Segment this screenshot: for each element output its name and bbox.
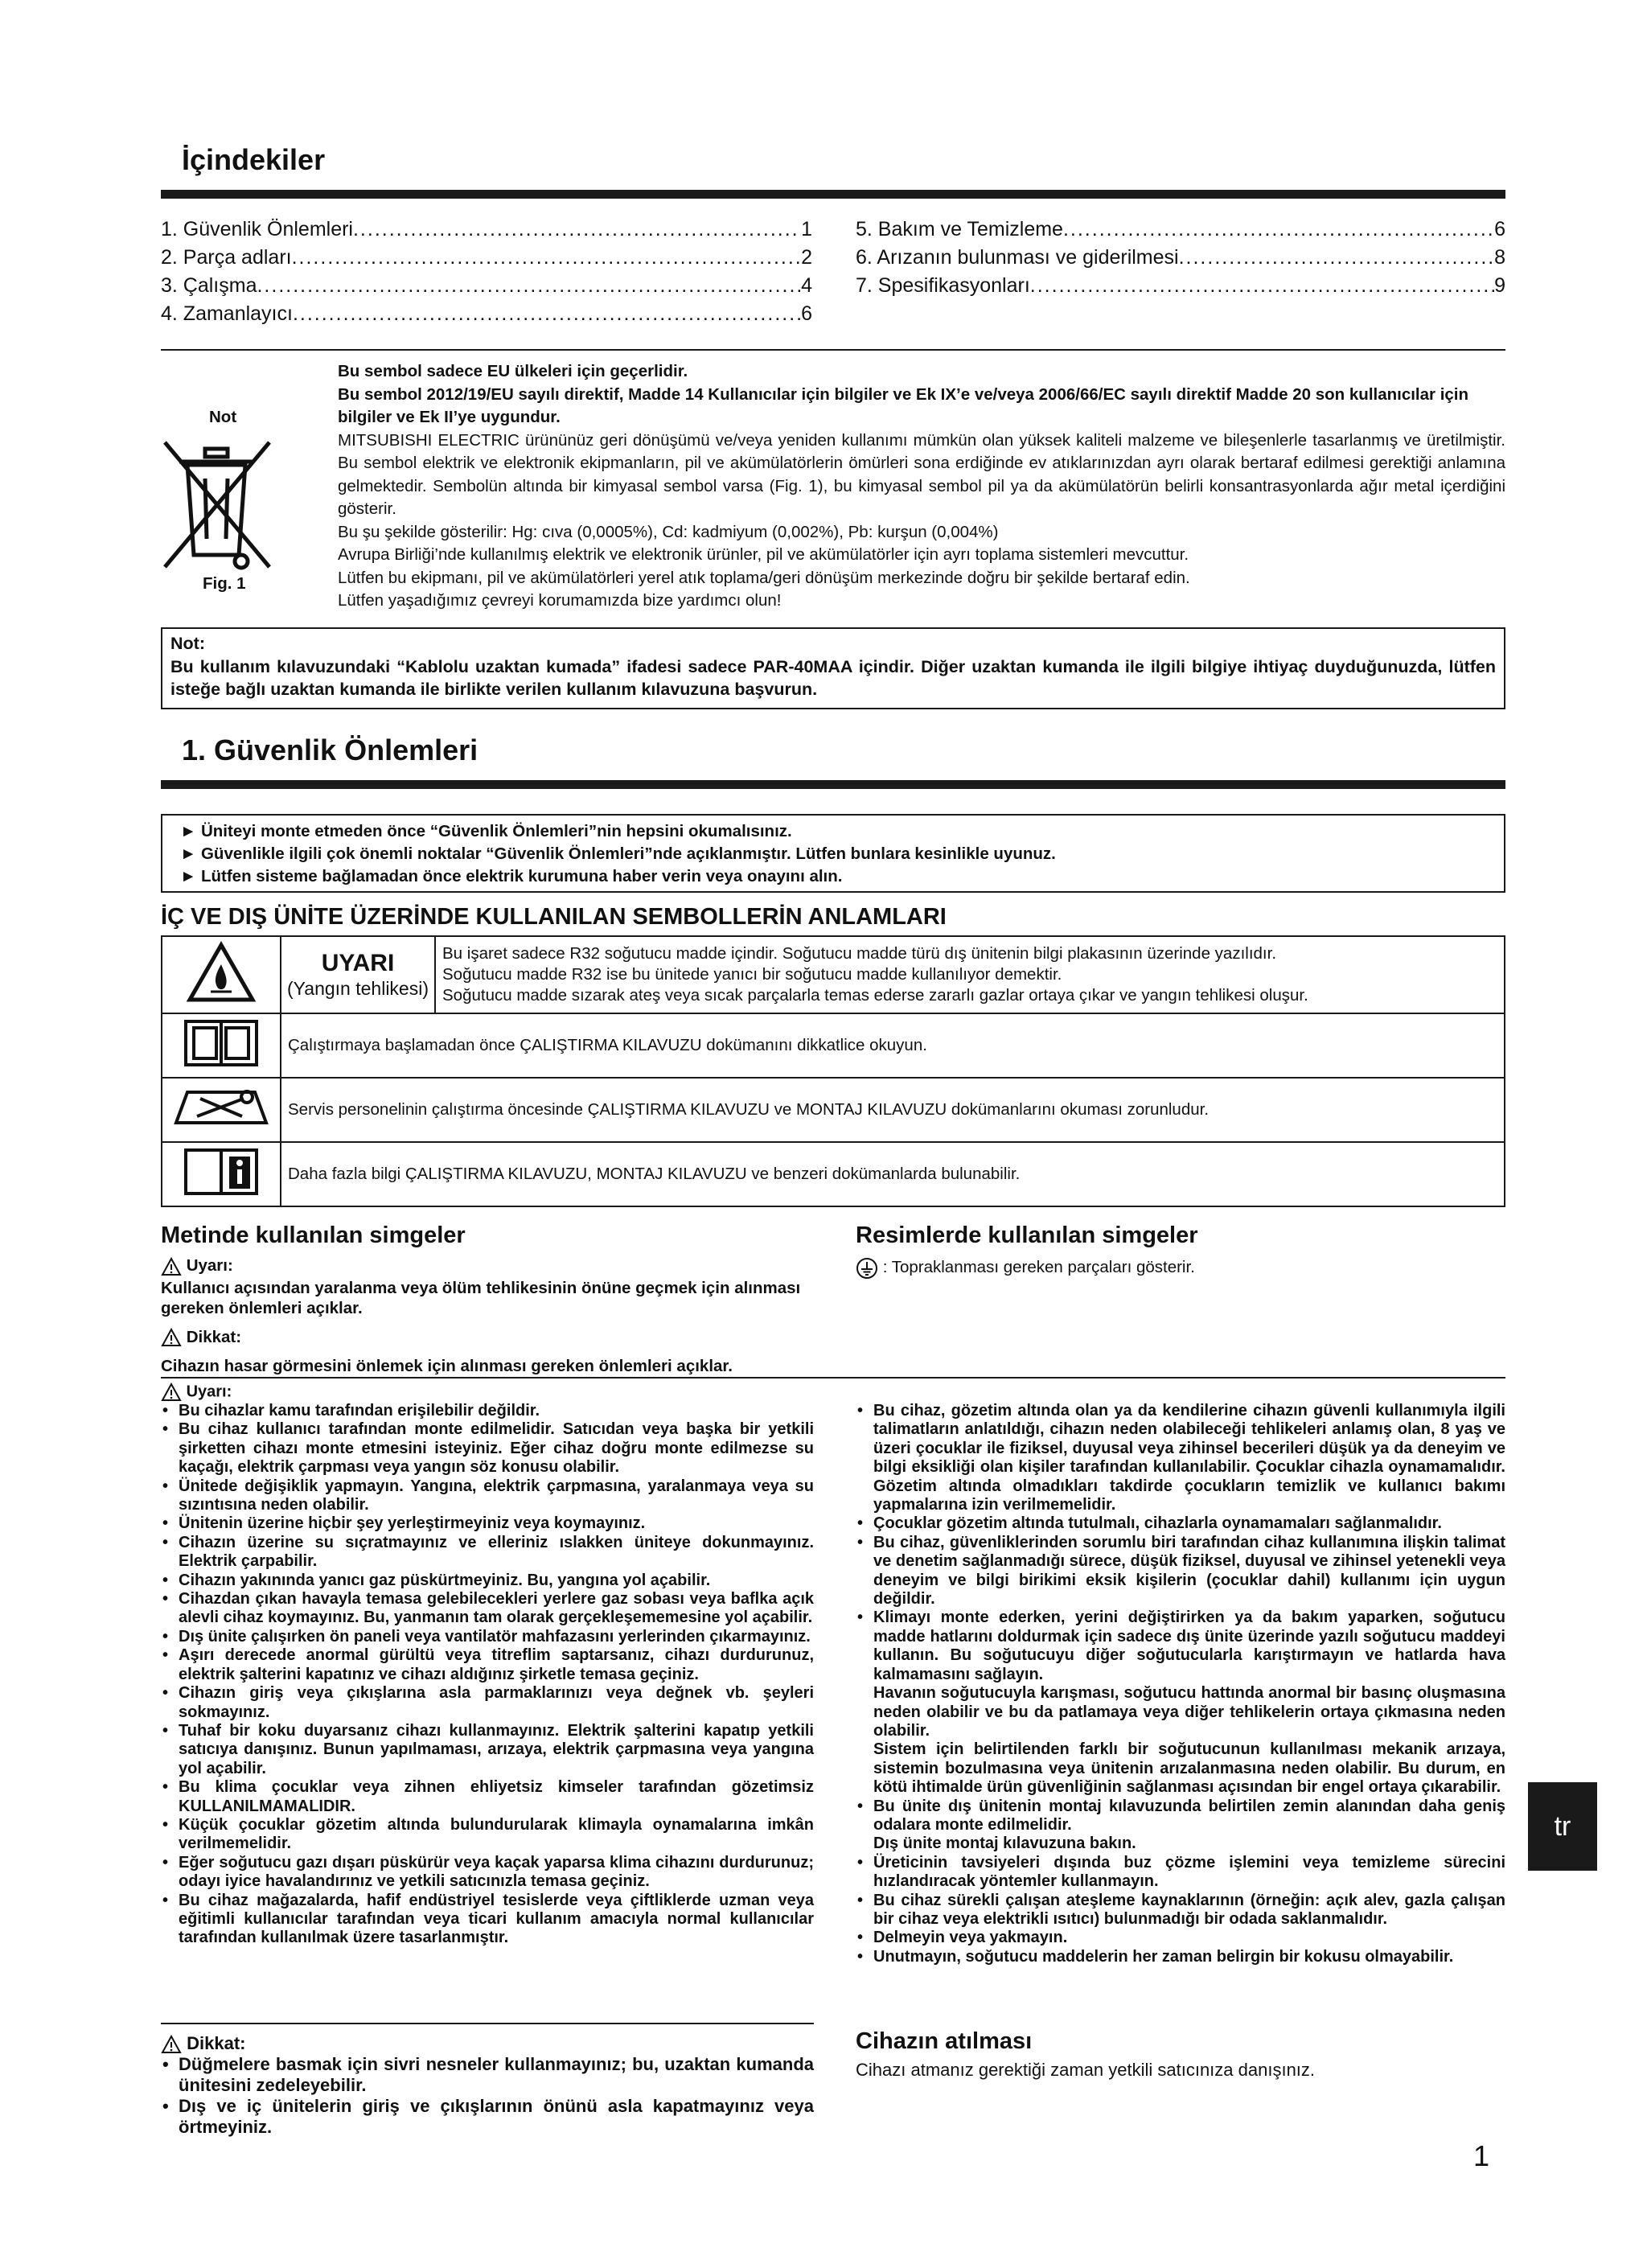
list-item: • Klimayı monte ederken, yerini değiştirirken ya da bakım yaparken, soğutucu madde hatlarını doldurmak için sadece dış ünite üzerinde yazılı soğutucu maddeyi kullanın. Bu soğutucuyu diğer soğutucularla karıştırmayın ve hatlarda hava kalmamasını sağlayın. Havanın soğutucuyla karışması, soğutucu hattında anormal bir basınç oluşmasına neden olabilir ve bu da patlamaya veya diğer tehlikelerin ortaya çıkmasına neden olabilir. Sistem için belirtilenden farklı bir soğutucunun kullanılması mekanik arızaya, sistemin bozulmasına veya ünitenin arızalanmasına neden olabilir. Bu durum, en kötü ihtimalde ürün güvenliğinin sağlanması açısından bir engel ortaya çıkarabilir. <box>856 1609 1505 1797</box>
warning-icon <box>161 1257 182 1276</box>
toc-entry[interactable]: 5. Bakım ve Temizleme ..... 6 <box>856 216 1505 244</box>
toc-entry[interactable]: 2. Parça adları ..... 2 <box>161 244 812 272</box>
toc-entry[interactable]: 1. Güvenlik Önlemleri ..... 1 <box>161 216 812 244</box>
list-item: • Ünitede değişiklik yapmayın. Yangına, elektrik çarpmasına, yaralanmaya veya su sızıntısına neden olabilir. <box>161 1477 814 1515</box>
cautions-label: Dikkat: <box>187 2033 246 2053</box>
list-item: • Cihazın yakınında yanıcı gaz püskürtmeyiniz. Bu, yangına yol açabilir. <box>161 1572 814 1590</box>
page-number: 1 <box>1473 2139 1490 2172</box>
figure-symbols-heading: Resimlerde kullanılan simgeler <box>856 1222 1198 1248</box>
warning-title: UYARI <box>321 950 395 976</box>
warnings-right <box>856 1402 1505 1966</box>
divider <box>161 1377 1505 1378</box>
eu-note-line: Lütfen bu ekipmanı, pil ve akümülatörleri yerel atık toplama/geri dönüşüm merkezinde doğru bir şekilde bertaraf edin. <box>338 568 1190 587</box>
eu-note-line: Bu sembol 2012/19/EU sayılı direktif, Madde 14 Kullanıcılar için bilgiler ve Ek IX’e ve/veya 2006/66/EC sayılı direktif Madde 20 son kullanıcılar için bilgiler ve Ek II’ye uygundur. <box>338 384 1469 426</box>
warning-line: Soğutucu madde sızarak ateş veya sıcak parçalarla temas ederse zararlı gazlar ortaya çıkar ve yangın tehlikesi oluşur. <box>442 986 1308 1005</box>
symbols-row-warning <box>162 936 1505 1013</box>
precaution-item: ► Üniteyi monte etmeden önce “Güvenlik Önlemleri”nin hepsini okumalısınız. <box>180 822 792 840</box>
warnings-left <box>161 1383 814 1948</box>
list-item: • Dış ve iç ünitelerin giriş ve çıkışlarının önünü asla kapatmayınız veya örtmeyiniz. <box>161 2096 814 2138</box>
list-item: • Dış ünite çalışırken ön paneli veya vantilatör mahfazasını yerlerinden çıkarmayınız. <box>161 1628 814 1646</box>
list-item: • Delmeyin veya yakmayın. <box>856 1929 1505 1947</box>
language-tab[interactable]: tr <box>1528 1782 1597 1871</box>
page-title: İçindekiler <box>182 143 326 176</box>
divider <box>161 2023 814 2024</box>
dikkat-label: Dikkat: <box>186 1327 242 1346</box>
list-item: • Ünitenin üzerine hiçbir şey yerleştirmeyiniz veya koymayınız. <box>161 1514 814 1533</box>
section-title: 1. Güvenlik Önlemleri <box>182 733 478 766</box>
precaution-item: ► Lütfen sisteme bağlamadan önce elektrik kurumuna haber verin veya onayını alın. <box>180 867 843 885</box>
text-symbols-heading: Metinde kullanılan simgeler <box>161 1222 466 1248</box>
list-item: • Bu cihaz, güvenliklerinden sorumlu biri tarafından cihaz kullanımına ilişkin talimat ve denetim sağlanmadığı sürece, düşük fiziksel, duyusal ve zihinsel yetenekli veya deneyim ve bilgi birikimi eksik kişilerin (çocuklar dahil) kullanımı için uygun değildir. <box>856 1534 1505 1609</box>
toc-right <box>856 216 1505 300</box>
info-manual-icon <box>181 1145 261 1198</box>
eu-note-line: Bu şu şekilde gösterilir: Hg: cıva (0,0005%), Cd: kadmiyum (0,002%), Pb: kurşun (0,004%) <box>338 522 999 541</box>
list-item: • Bu ünite dış ünitenin montaj kılavuzunda belirtilen zemin alanından daha geniş odalara monte edilmelidir. Dış ünite montaj kılavuzuna bakın. <box>856 1798 1505 1854</box>
symbol-cell <box>162 1013 281 1078</box>
list-item: • Üreticinin tavsiyeleri dışında buz çözme işlemini veya temizleme sürecini hızlandıracak yöntemler kullanmayın. <box>856 1854 1505 1892</box>
eu-note-line: Bu sembol sadece EU ülkeleri için geçerlidir. <box>338 362 688 380</box>
uyari-label: Uyarı: <box>186 1256 233 1275</box>
disposal-heading: Cihazın atılması <box>856 2028 1033 2054</box>
list-item: • Tuhaf bir koku duyarsanız cihazı kullanmayınız. Elektrik şalterini kapatıp yetkili satıcıya danışınız. Bunun yapılmaması, arızaya, elektrik çarpmasına veya yangına yol açabilir. <box>161 1722 814 1778</box>
cautions-block <box>161 2033 814 2138</box>
fig-label: Fig. 1 <box>203 574 246 593</box>
ground-description: : Topraklanması gereken parçaları gösterir. <box>882 1258 1195 1276</box>
list-item: • Aşırı derecede anormal gürültü veya titreflim saptarsanız, cihazı durdurunuz, elektrik şalterini kapatınız ve cihazı aldığınız şirketle temasa geçiniz. <box>161 1646 814 1684</box>
list-item: • Bu klima çocuklar veya zihnen ehliyetsiz kimseler tarafından gözetimsiz KULLANILMAMALIDIR. <box>161 1778 814 1816</box>
list-item: • Cihazın giriş veya çıkışlarına asla parmaklarınızı veya değnek vb. şeyleri sokmayınız. <box>161 1684 814 1722</box>
dikkat-description: Cihazın hasar görmesini önlemek için alınması gereken önlemleri açıklar. <box>161 1357 733 1375</box>
symbols-row-info <box>162 1142 1505 1206</box>
list-item: • Bu cihazlar kamu tarafından erişilebilir değildir. <box>161 1402 814 1420</box>
caution-icon <box>161 2035 182 2054</box>
not-label: Not <box>209 408 237 426</box>
symbol-cell <box>162 1078 281 1142</box>
toc-entry[interactable]: 3. Çalışma ..... 4 <box>161 272 812 300</box>
caution-icon <box>161 1328 182 1347</box>
note-box <box>161 627 1505 709</box>
uyari-description: Kullanıcı açısından yaralanma veya ölüm tehlikesinin önüne geçmek için alınması gereken önlemleri açıklar. <box>161 1278 801 1317</box>
warning-text-cell <box>435 936 1505 1013</box>
list-item: • Unutmayın, soğutucu maddelerin her zaman belirgin bir kokusu olmayabilir. <box>856 1948 1505 1966</box>
list-item: • Cihazın üzerine su sıçratmayınız ve elleriniz ıslakken üniteye dokunmayınız. Elektrik çarpabilir. <box>161 1534 814 1572</box>
eu-note-line: Lütfen yaşadığımız çevreyi korumamızda bize yardımcı olun! <box>338 591 782 610</box>
eu-note-line: Avrupa Birliği’nde kullanılmış elektrik ve elektronik ürünler, pil ve akümülatörler için ayrı toplama sistemleri mevcuttur. <box>338 545 1189 564</box>
warning-line: Soğutucu madde R32 ise bu ünitede yanıcı bir soğutucu madde kullanılıyor demektir. <box>442 965 1062 984</box>
service-manual-icon <box>173 1081 269 1134</box>
warning-icon <box>161 1383 182 1402</box>
list-item: • Bu cihaz, gözetim altında olan ya da kendilerine cihazın güvenli kullanımıyla ilgili talimatların anlatıldığı, cihazın neden olabileceği tehlikeleri anlamış olan, 8 yaş ve üzeri çocuklar ile fiziksel, duyusal veya zihinsel becerileri düşük ya da deneyim ve bilgi eksikliği olan kişiler tarafından kullanılabilir. Çocuklar cihazla oynamamalıdır. Gözetim altında olmadıkları takdirde çocukların temizlik ve kullanıcı bakımı yapmalarına izin verilmemelidir. <box>856 1402 1505 1514</box>
warning-label-cell <box>281 936 435 1013</box>
toc-entry[interactable]: 7. Spesifikasyonları ..... 9 <box>856 272 1505 300</box>
symbols-row-read-manual <box>162 1013 1505 1078</box>
symbols-row-service <box>162 1078 1505 1142</box>
note-box-title: Not: <box>170 634 205 653</box>
list-item: • Bu cihaz mağazalarda, hafif endüstriyel tesislerde veya çiftliklerde uzman veya eğitimli kullanıcılar tarafından veya ticari kullanım amacıyla normal kullanıcılar tarafından kullanılmak üzere tasarlanmıştır. <box>161 1892 814 1948</box>
list-item: • Eğer soğutucu gazı dışarı püskürür veya kaçak yaparsa klima cihazını durdurunuz; odayı iyice havalandırınız ve yetkili satıcınızla temasa geçiniz. <box>161 1854 814 1892</box>
list-item: • Çocuklar gözetim altında tutulmalı, cihazlarla oynamamaları sağlanmalıdır. <box>856 1514 1505 1533</box>
warnings-list-left <box>161 1402 814 1948</box>
precaution-item: ► Güvenlikle ilgili çok önemli noktalar “Güvenlik Önlemleri”nde açıklanmıştır. Lütfen bunlara kesinlikle uyunuz. <box>180 844 1056 863</box>
warnings-label: Uyarı: <box>186 1383 232 1401</box>
symbol-cell <box>162 1142 281 1206</box>
service-manual-text: Servis personelinin çalıştırma öncesinde ÇALIŞTIRMA KILAVUZU ve MONTAJ KILAVUZU dokümanlarını okuması zorunludur. <box>281 1078 1505 1142</box>
disposal-text: Cihazı atmanız gerektiği zaman yetkili satıcınıza danışınız. <box>856 2060 1316 2080</box>
note-box-text: Bu kullanım kılavuzundaki “Kablolu uzaktan kumada” ifadesi sadece PAR-40MAA içindir. Diğer uzaktan kumanda ile ilgili bilgiye ihtiyaç duyduğunuzda, lütfen isteğe bağlı uzaktan kumanda ile birlikte verilen kullanım kılavuzuna başvurun. <box>170 656 1496 699</box>
toc-entry[interactable]: 6. Arızanın bulunması ve giderilmesi ..... 8 <box>856 244 1505 272</box>
warning-line: Bu işaret sadece R32 soğutucu madde içindir. Soğutucu madde türü dış ünitenin bilgi plakasının üzerinde yazılıdır. <box>442 944 1277 963</box>
figure-symbols-block <box>856 1256 1195 1280</box>
toc-left <box>161 216 812 328</box>
section-rule <box>161 780 1505 789</box>
list-item: • Düğmelere basmak için sivri nesneler kullanmayınız; bu, uzaktan kumanda ünitesini zedeleyebilir. <box>161 2054 814 2096</box>
book-icon <box>181 1017 261 1070</box>
warning-subtitle: (Yangın tehlikesi) <box>287 978 429 999</box>
symbol-cell <box>162 936 281 1013</box>
divider <box>161 349 1505 351</box>
symbols-heading: İÇ VE DIŞ ÜNİTE ÜZERİNDE KULLANILAN SEMBOLLERİN ANLAMLARI <box>161 904 947 930</box>
title-rule <box>161 190 1505 199</box>
symbols-table <box>161 935 1505 1207</box>
toc-entry[interactable]: 4. Zamanlayıcı ..... 6 <box>161 300 812 328</box>
list-item: • Küçük çocuklar gözetim altında bulundurularak klimayla oynamalarına imkân verilmemelidir. <box>161 1816 814 1854</box>
crossed-bin-icon <box>157 434 277 575</box>
ground-icon <box>856 1257 878 1280</box>
eu-note-paragraph: MITSUBISHI ELECTRIC ürününüz geri dönüşümü ve/veya yeniden kullanımı mümkün olan yüksek kaliteli malzeme ve bileşenlerle tasarlanmış ve üretilmiştir. Bu sembol elektrik ve elektronik ekipmanların, pil ve akümülatörlerin ömürleri sona erdiğinde ev atıklarınızdan ayrı olarak bertaraf edilmesi gerektiği anlamına gelmektedir. Sembolün altında bir kimyasal sembol varsa (Fig. 1), bu kimyasal sembol pil ya da akümülatörün belirli konsantrasyonlarda ağır metal içerdiğini gösterir. <box>338 430 1505 518</box>
cautions-list <box>161 2054 814 2138</box>
fire-warning-icon <box>185 940 257 1005</box>
read-manual-text: Çalıştırmaya başlamadan önce ÇALIŞTIRMA KILAVUZU dokümanını dikkatlice okuyun. <box>281 1013 1505 1078</box>
precautions-box <box>161 814 1505 893</box>
list-item: • Bu cihaz sürekli çalışan ateşleme kaynaklarının (örneğin: açık alev, gazla çalışan bir cihaz veya elektrikli ısıtıcı) bulunmadığı bir odada saklanmalıdır. <box>856 1892 1505 1929</box>
eu-note-text <box>338 360 1505 613</box>
info-manual-text: Daha fazla bilgi ÇALIŞTIRMA KILAVUZU, MONTAJ KILAVUZU ve benzeri dokümanlarda bulunabilir. <box>281 1142 1505 1206</box>
warnings-list-right <box>856 1402 1505 1966</box>
list-item: • Cihazdan çıkan havayla temasa gelebilecekleri yerlere gaz sobası veya baflka açık alevli cihaz koymayınız. Bu, yanmanın tam olarak gerçekleşememesine yol açabilir. <box>161 1590 814 1628</box>
text-symbols-block <box>161 1255 828 1378</box>
list-item: • Bu cihaz kullanıcı tarafından monte edilmelidir. Satıcıdan veya başka bir yetkili şirketten cihazı monte etmesini isteyiniz. Eğer cihaz doğru monte edilmezse su kaçağı, elektrik çarpması veya yangın söz konusu olabilir. <box>161 1420 814 1477</box>
